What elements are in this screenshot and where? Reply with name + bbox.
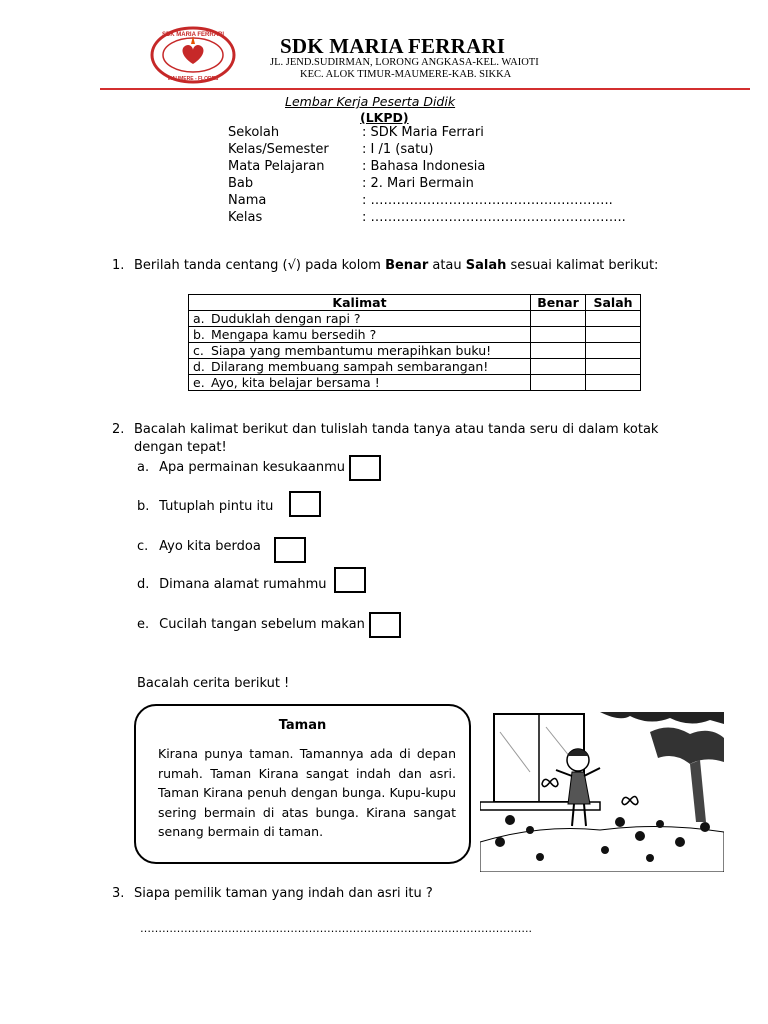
answer-box-a[interactable]: [349, 455, 381, 481]
info-value: : I /1 (satu): [362, 142, 434, 157]
q3-text: Siapa pemilik taman yang indah dan asri itu ?: [134, 886, 433, 901]
row-letter: c.: [193, 343, 204, 358]
address-line-2: KEC. ALOK TIMUR-MAUMERE-KAB. SIKKA: [300, 69, 512, 80]
q2-item-d: [137, 577, 327, 592]
info-value: : …………………………………………………..: [362, 210, 626, 225]
item-letter: a.: [137, 460, 150, 475]
info-label: Sekolah: [228, 125, 280, 140]
logo-text-top: SDK MARIA FERRARI: [161, 32, 225, 38]
col-salah: Salah: [586, 295, 641, 311]
table-row: [189, 311, 641, 327]
q1-text-mid: atau: [428, 258, 466, 273]
row-text: Duduklah dengan rapi ?: [211, 311, 361, 326]
statement-cell: [189, 343, 531, 359]
info-row-sekolah: [228, 125, 484, 140]
q2-item-c: [137, 539, 261, 554]
item-text: Dimana alamat rumahmu: [159, 577, 327, 592]
salah-cell[interactable]: [586, 343, 641, 359]
table-row: [189, 327, 641, 343]
row-text: Dilarang membuang sampah sembarangan!: [211, 359, 489, 374]
benar-cell[interactable]: [531, 327, 586, 343]
question-2: [112, 422, 658, 437]
row-letter: d.: [193, 359, 205, 374]
benar-cell[interactable]: [531, 343, 586, 359]
item-letter: d.: [137, 577, 150, 592]
col-kalimat: Kalimat: [189, 295, 531, 311]
item-letter: e.: [137, 617, 150, 632]
benar-cell[interactable]: [531, 359, 586, 375]
info-label: Bab: [228, 176, 254, 191]
q1-text-before: Berilah tanda centang (√) pada kolom: [134, 258, 386, 273]
row-letter: b.: [193, 327, 205, 342]
row-text: Ayo, kita belajar bersama !: [211, 375, 380, 390]
item-text: Cucilah tangan sebelum makan: [159, 617, 365, 632]
salah-cell[interactable]: [586, 327, 641, 343]
story-title: Taman: [278, 718, 327, 733]
statement-table: [188, 294, 641, 391]
q1-benar: Benar: [385, 258, 429, 273]
answer-box-b[interactable]: [289, 491, 321, 517]
q2-line-2: dengan tepat!: [134, 440, 227, 455]
table-row: [189, 359, 641, 375]
info-value: : 2. Mari Bermain: [362, 176, 474, 191]
statement-cell: [189, 311, 531, 327]
question-number: 2.: [112, 422, 125, 437]
salah-cell[interactable]: [586, 359, 641, 375]
answer-box-d[interactable]: [334, 567, 366, 593]
info-label: Nama: [228, 193, 267, 208]
story-box: [134, 704, 471, 864]
info-row-kelas: [228, 210, 626, 225]
salah-cell[interactable]: [586, 311, 641, 327]
q2-item-b: [137, 499, 273, 514]
worksheet-subtitle: (LKPD): [360, 110, 409, 125]
address-line-1: JL. JEND.SUDIRMAN, LORONG ANGKASA-KEL. WAIOTI: [270, 57, 539, 68]
answer-line[interactable]: ……………………………………………………………………………………………..: [140, 922, 532, 935]
info-row-kelas-semester: [228, 142, 433, 157]
row-letter: e.: [193, 375, 205, 390]
question-1: [112, 258, 658, 273]
item-letter: c.: [137, 539, 149, 554]
info-row-bab: [228, 176, 474, 191]
table-row: [189, 375, 641, 391]
question-number: 3.: [112, 886, 125, 901]
benar-cell[interactable]: [531, 375, 586, 391]
info-label: Kelas: [228, 210, 263, 225]
worksheet-title: Lembar Kerja Peserta Didik: [285, 94, 456, 109]
q1-text-after: sesuai kalimat berikut:: [506, 258, 659, 273]
col-benar: Benar: [531, 295, 586, 311]
row-text: Mengapa kamu bersedih ?: [211, 327, 377, 342]
statement-cell: [189, 359, 531, 375]
statement-cell: [189, 375, 531, 391]
q2-item-e: [137, 617, 365, 632]
school-name: SDK MARIA FERRARI: [280, 34, 506, 58]
info-label: Kelas/Semester: [228, 142, 329, 157]
q2-line-1: Bacalah kalimat berikut dan tulislah tanda tanya atau tanda seru di dalam kotak: [134, 422, 659, 437]
info-value: : ………………………………………………..: [362, 193, 613, 208]
question-3: [112, 886, 433, 901]
row-letter: a.: [193, 311, 205, 326]
info-value: : Bahasa Indonesia: [362, 159, 486, 174]
garden-illustration: [480, 712, 724, 872]
salah-cell[interactable]: [586, 375, 641, 391]
benar-cell[interactable]: [531, 311, 586, 327]
q2-item-a: [137, 460, 345, 475]
logo-text-bottom: MAUMERE - FLORES: [167, 76, 219, 82]
info-label: Mata Pelajaran: [228, 159, 325, 174]
question-number: 1.: [112, 258, 125, 273]
story-text: Kirana punya taman. Tamannya ada di depan rumah. Taman Kirana sangat indah dan asri. Taman Kirana penuh dengan bunga. Kupu-kupu sering bermain di atas bunga. Kirana sangat senang bermain di taman.: [158, 746, 456, 839]
item-text: Tutuplah pintu itu: [159, 499, 274, 514]
item-text: Apa permainan kesukaanmu: [159, 460, 346, 475]
info-row-mata-pelajaran: [228, 159, 485, 174]
table-header-row: [189, 295, 641, 311]
q1-salah: Salah: [465, 258, 507, 273]
row-text: Siapa yang membantumu merapihkan buku!: [211, 343, 492, 358]
answer-box-e[interactable]: [369, 612, 401, 638]
info-row-nama: [228, 193, 613, 208]
table-row: [189, 343, 641, 359]
header-divider: [100, 88, 750, 90]
story-intro: Bacalah cerita berikut !: [137, 676, 290, 691]
item-text: Ayo kita berdoa: [159, 539, 261, 554]
answer-box-c[interactable]: [274, 537, 306, 563]
item-letter: b.: [137, 499, 150, 514]
statement-cell: [189, 327, 531, 343]
school-logo: [150, 26, 236, 84]
info-value: : SDK Maria Ferrari: [362, 125, 484, 140]
